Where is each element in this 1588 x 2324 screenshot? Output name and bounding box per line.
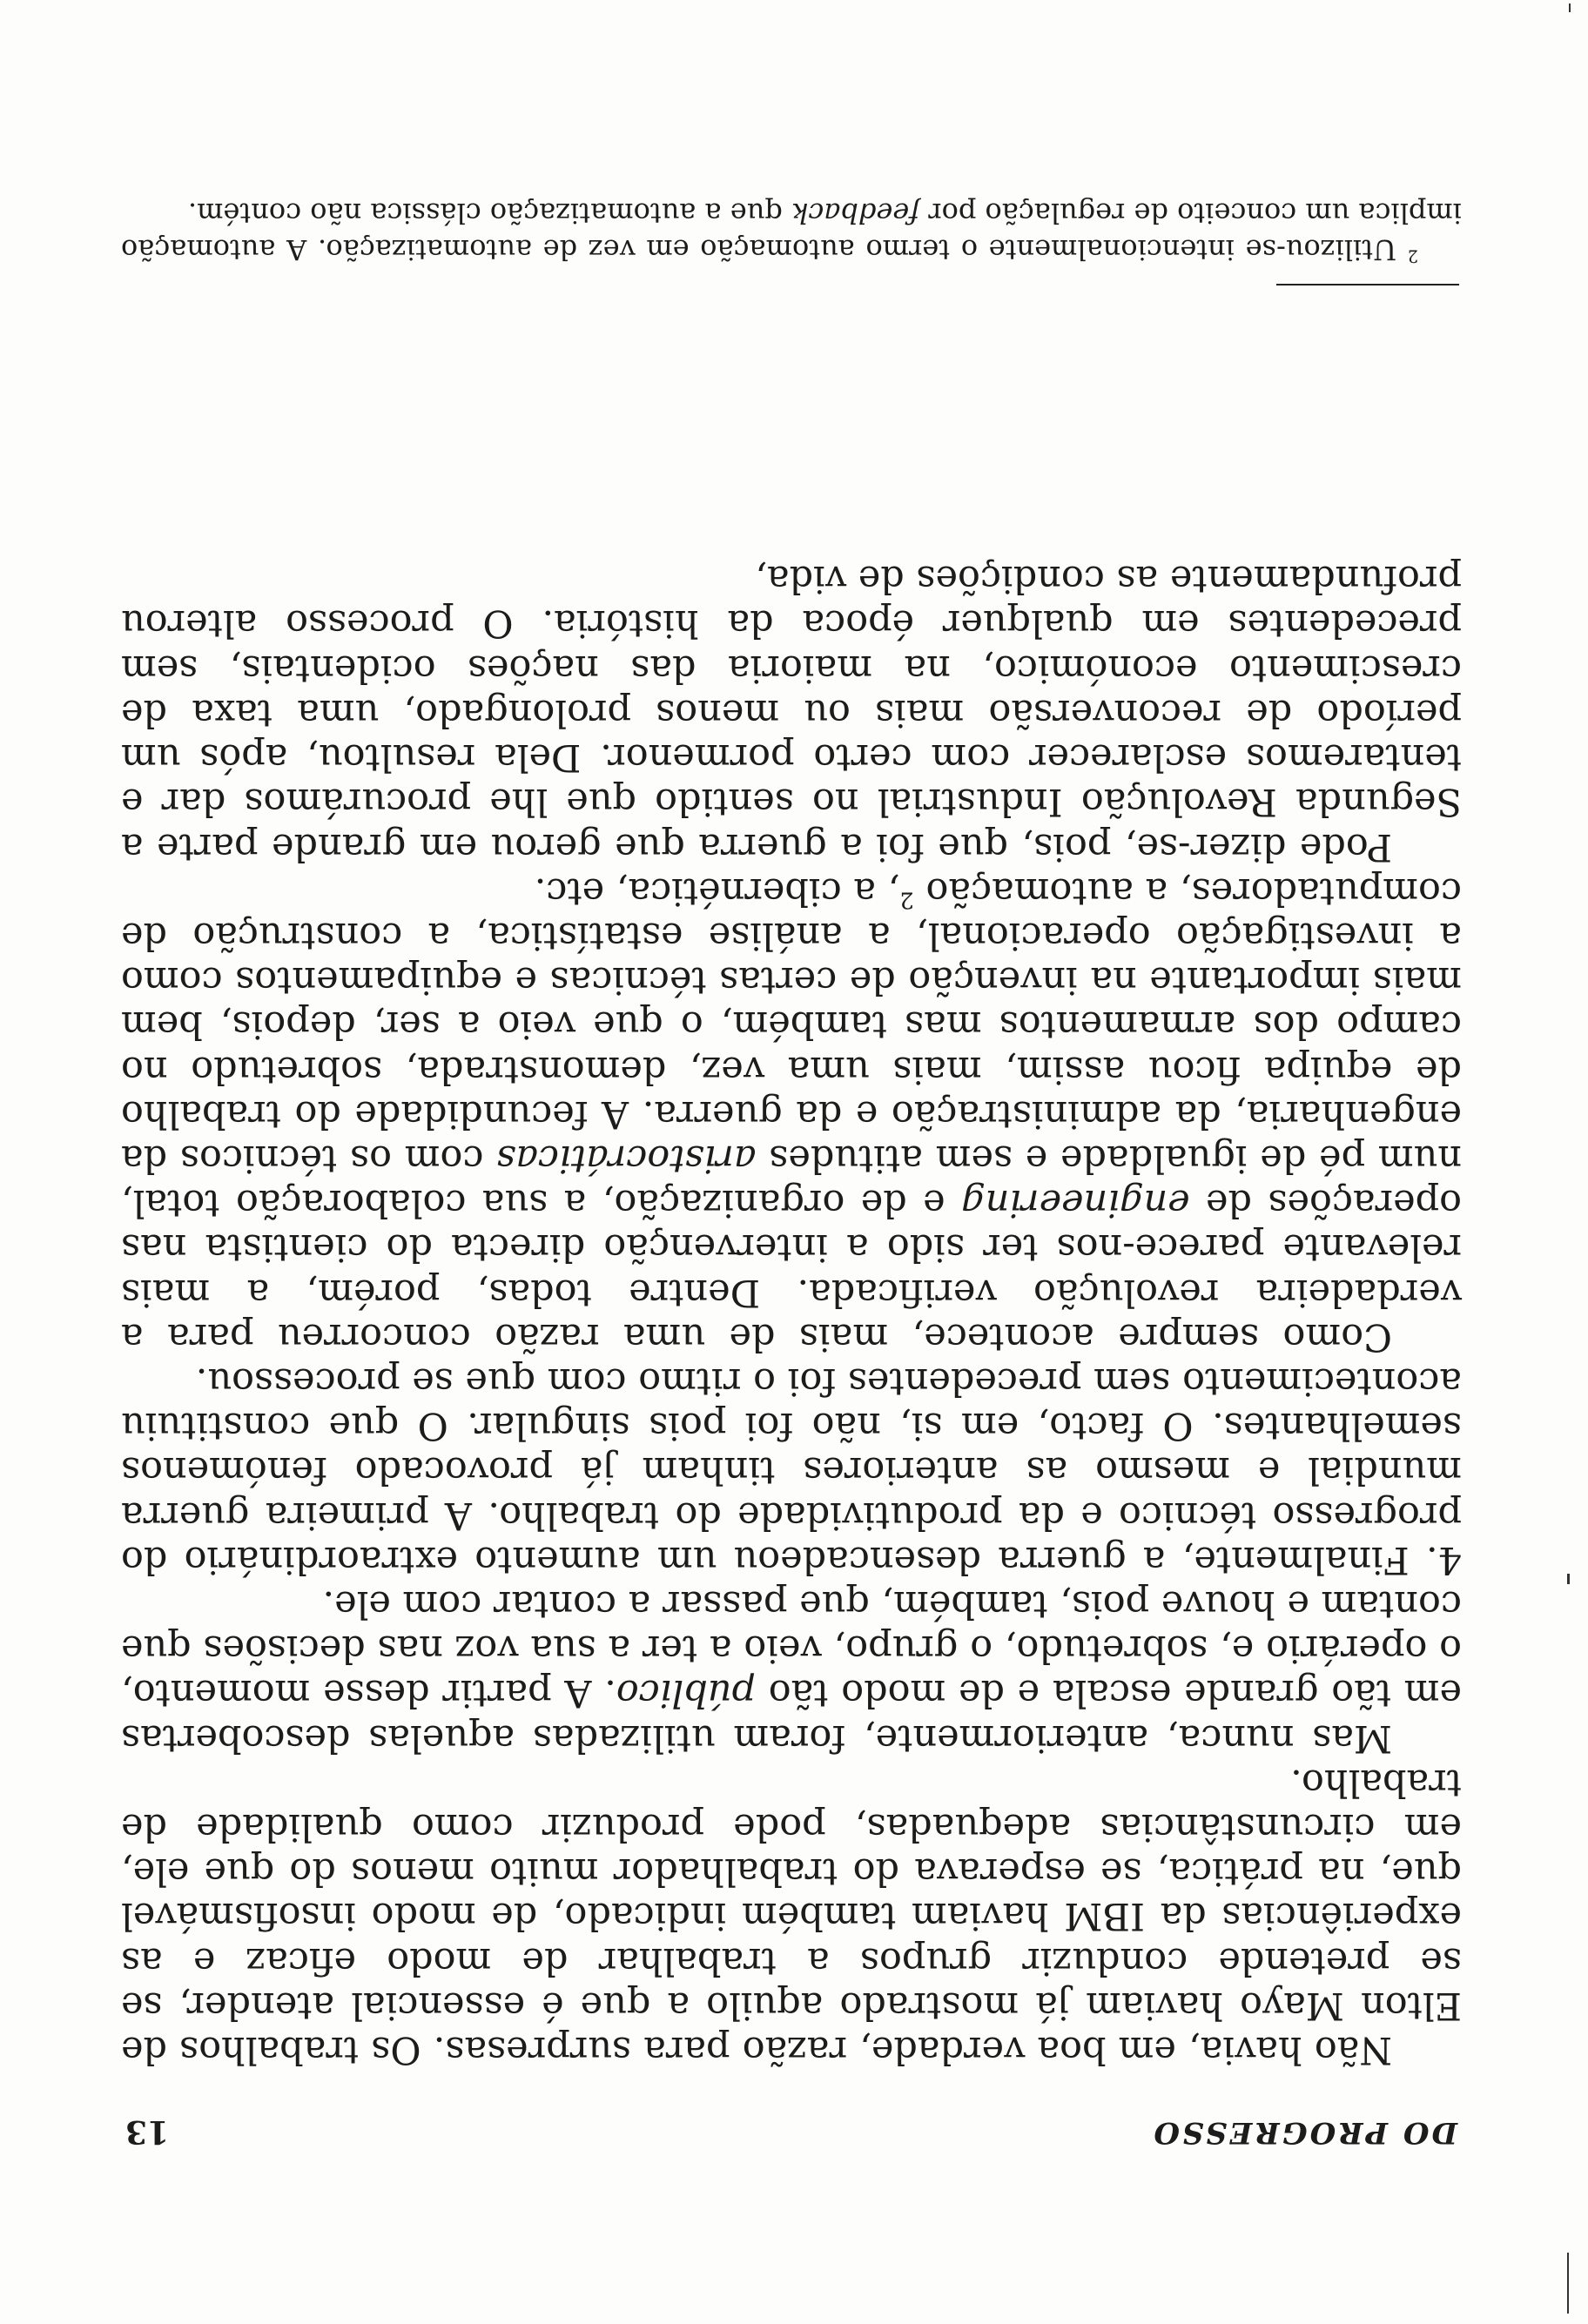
text-run: Como sempre acontece, mais de uma razão concorreu para a verdadeira revolução verificada. Dentre todas, porém, a mais relevante parece-nos ter sido a intervenção directa do cientista nas operações de [121,1181,1462,1359]
scan-speck [1567,1574,1570,1584]
scan-speck [1567,2253,1569,2314]
text-run: Não havia, em boa verdade, razão para surpresas. Os trabalhos de Elton Mayo haviam já mostrado aquilo a que é essencial atender, se se pretende conduzir grupos a trabalhar de modo eficaz e as experiências da IBM haviam também indicado, de modo insofismável que, na prática, se esperava do trabalhador muito menos do que ele, em circunstâncias adequadas, pode produzir como qualidade de trabalho. [121,1760,1462,2072]
paragraph [121,1582,1462,1760]
text-run: . A partir desse momento, o operário e, sobretudo, o grupo, veio a ter a sua voz nas decisões que contam e houve pois, também, que passar a contar com ele. [121,1582,1462,1716]
footnote-separator [1276,284,1459,285]
text-run: Pode dizer-se, pois, que foi a guerra que gerou em grande parte a Segunda Revolução Industrial no sentido que lhe procurámos dar e tentaremos esclarecer com certo pormenor. Dela resultou, após um período de reconversão mais ou menos prolongado, uma taxa de crescimento económico, na maioria das nações ocidentais, sem precedentes em qualquer época da história. O processo alterou profundamente as condições de vida, [121,557,1462,869]
text-run: 4. Finalmente, a guerra desencadeou um aumento extraordinário do progresso técnico e da produtividade do trabalho. A primeira guerra mundial e mesmo as anteriores tinham já provocado fenómenos semelhantes. O facto, em si, não foi pois singular. O que constituiu acontecimento sem precedentes foi o ritmo com que se processou. [121,1359,1462,1582]
paragraph [121,869,1462,1359]
footnote-marker: 2 [1407,245,1418,266]
text-run: Utilizou-se intencionalmente o termo automação em vez de automatização. A automação implica um conceito de regulação por [121,197,1462,266]
running-head [125,2098,1457,2150]
paragraph [121,1359,1462,1582]
paragraph [121,556,1462,868]
running-title: DO PROGRESSO [1151,2115,1457,2150]
footnote [121,195,1462,268]
paragraph [121,1760,1462,2072]
text-run: com os técnicos da engenharia, da administração e da guerra. A fecundidade do trabalho de equipa ficou assim, mais uma vez, demonstrada, sobretudo no campo dos armamentos mas também, o que veio a ser, depois, bem mais importante na invenção de certas técnicas e equipamentos como a investigação operacional, a análise estatística, a construção de computadores, a automação [121,869,1462,1180]
italic-text: público [616,1671,757,1716]
italic-text: feedback [791,197,920,230]
text-run: que a automatização clássica não contém. [187,197,792,230]
italic-text: aristocráticas [496,1136,757,1180]
text-run: e de organização, a sua colaboração total, num pé de igualdade e sem atitudes [121,1136,1462,1226]
footnote-marker: 2 [899,886,914,913]
text-run: , a cibernética, etc. [534,869,900,913]
scan-speck [1569,3,1571,12]
footnotes [121,195,1462,268]
text-run: Mas nunca, anteriormente, foram utilizadas aquelas descobertas em tão grande escala e de modo tão [121,1671,1462,1760]
body-text [121,556,1462,2072]
italic-text: engineering [961,1181,1190,1226]
page-number: 13 [125,2113,170,2150]
